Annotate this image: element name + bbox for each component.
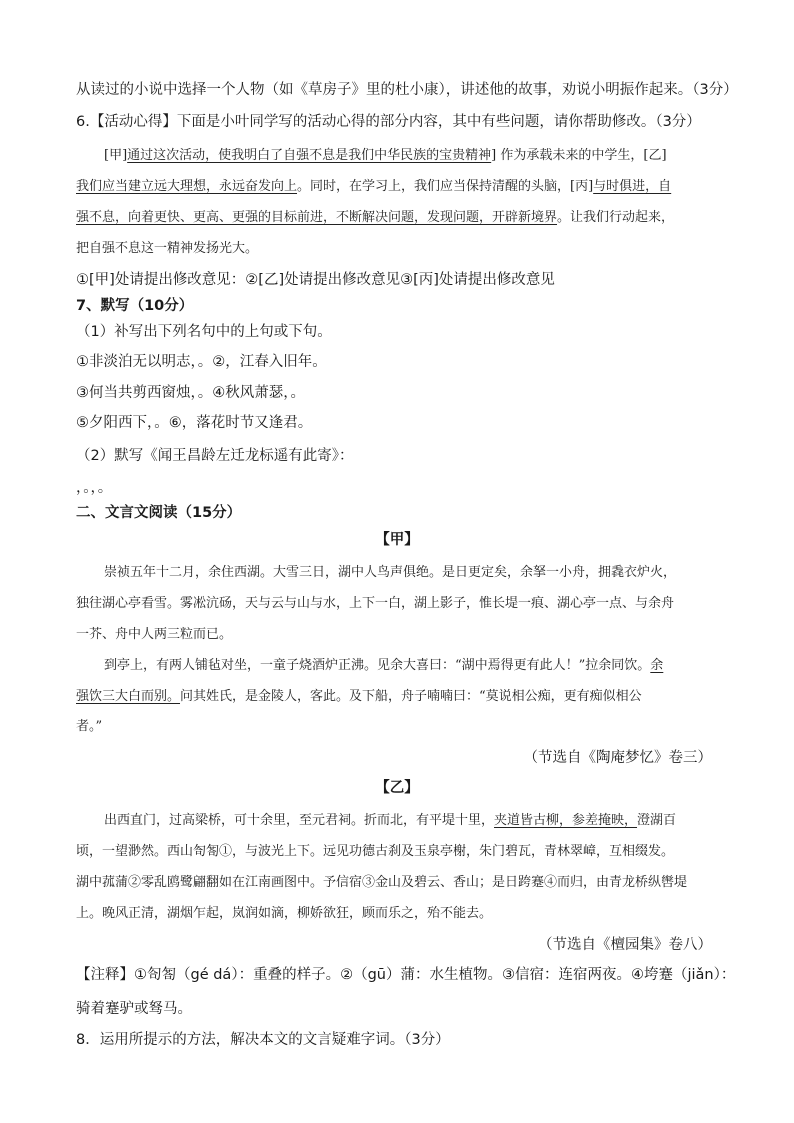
- yi-line-1-text: 出西直门，过高梁桥，可十余里，至元君祠。折而北，有平堤十里，: [104, 813, 495, 828]
- q6-instructions: ①[甲]处请提出修改意见：②[乙]处请提出修改意见③[丙]处请提出修改意见: [76, 272, 555, 288]
- q6-jia-sentence: 通过这次活动，使我明白了自强不息是我们中华民族的宝贵精神: [127, 148, 492, 163]
- jia-underlined-start: 余: [650, 658, 664, 673]
- q6-passage-line-1: [104, 146, 667, 166]
- intro-line: 从读过的小说中选择一个人物（如《草房子》里的杜小康），讲述他的故事，劝说小明振作起来。（3分）: [76, 82, 738, 98]
- q6-passage-line-3: [76, 208, 674, 228]
- q7-sub1: （1）补写出下列名句中的上句或下句。: [76, 324, 332, 340]
- yi-line-2: 顷，一望渺然。西山匌匒①，与波光上下。远见功德古刹及玉泉亭榭，朱门碧瓦，青林翠嶂，互相缀发。: [76, 844, 675, 859]
- q6-bing-sentence: 强不息，向着更快、更高、更强的目标前进，不断解决问题，发现问题，开辟新境界: [76, 210, 558, 225]
- jia-underlined-sentence: 强饮三大白而别。: [76, 689, 181, 704]
- q6-bing-sentence-start: 与时俱进，自: [593, 179, 672, 194]
- notes-line-2: 骑着蹇驴或驽马。: [76, 1001, 192, 1017]
- jia-line-2: 独往湖心亭看雪。雾凇沆砀，天与云与山与水，上下一白，湖上影子，惟长堤一痕、湖心亭一点、与余舟: [76, 596, 675, 611]
- q6-line1-end: ] 作为承载未来的中学生，[乙]: [491, 148, 667, 163]
- jia-line-4-text: 到亭上，有两人铺毡对坐，一童子烧酒炉正沸。见余大喜曰：“湖中焉得更有此人！”拉余同饮。: [104, 658, 651, 673]
- jia-line-6: 者。”: [76, 719, 103, 734]
- q7-title: 7、默写（10分）: [76, 298, 194, 314]
- q7-line-3: ⑤夕阳西下，。⑥，落花时节又逢君。: [76, 415, 313, 431]
- jia-line-4: [104, 656, 663, 676]
- q7-line-1: ①非淡泊无以明志，。②，江春入旧年。: [76, 354, 327, 370]
- notes-line-1: 【注释】①匌匒（gé dá）：重叠的样子。②（gū）蒲：水生植物。③信宿：连宿两夜。④垮蹇（jiǎn）：: [76, 967, 736, 983]
- q6-passage-line-4: 把自强不息这一精神发扬光大。: [76, 241, 259, 256]
- q6-tag-jia: [甲]: [104, 148, 128, 163]
- yi-underlined-phrase: 夹道皆古柳，参差掩映，: [494, 813, 638, 828]
- q6-line3-end: 。让我们行动起来，: [557, 210, 675, 225]
- jia-line-1: 崇祯五年十二月，余住西湖。大雪三日，湖中人鸟声俱绝。是日更定矣，余拏一小舟，拥毳衣炉火，: [104, 565, 677, 580]
- jia-line-5-text: 问其姓氏，是金陵人，客此。及下船，舟子喃喃曰：“莫说相公痴，更有痴似相公: [180, 689, 642, 704]
- passage-yi-title: 【乙】: [375, 780, 419, 796]
- q6-yi-sentence: 我们应当建立远大理想，永远奋发向上: [76, 179, 298, 194]
- q6-title: 6.【活动心得】下面是小叶同学写的活动心得的部分内容，其中有些问题，请你帮助修改。（3分）: [76, 114, 701, 130]
- yi-line-1: [104, 811, 676, 831]
- yi-line-4: 上。晚风正清，湖烟乍起，岚润如滴，柳娇欲狂，顾而乐之，殆不能去。: [76, 906, 493, 921]
- q7-blank: ，。，。: [76, 480, 113, 496]
- jia-line-5: [76, 687, 642, 707]
- jia-source: （节选自《陶庵梦忆》卷三）: [523, 750, 712, 766]
- q7-sub2: （2）默写《闻王昌龄左迁龙标遥有此寄》：: [76, 448, 354, 464]
- q6-line2-mid: 。同时，在学习上，我们应当保持清醒的头脑，[丙]: [297, 179, 594, 194]
- q8-title: 8．运用所提示的方法，解决本文的文言疑难字词。（3分）: [76, 1032, 450, 1048]
- passage-jia-title: 【甲】: [375, 532, 419, 548]
- section2-title: 二、文言文阅读（15分）: [76, 505, 242, 521]
- jia-line-3: 一芥、舟中人两三粒而已。: [76, 627, 233, 642]
- q6-passage-line-2: [76, 177, 671, 197]
- q7-line-2: ③何当共剪西窗烛，。④秋风萧瑟，。: [76, 385, 305, 401]
- yi-line-1-end: 澄湖百: [637, 813, 677, 828]
- yi-source: （节选自《檀园集》卷八）: [538, 937, 712, 953]
- yi-line-3: 湖中菰蒲②零乱鸥鹭翩翻如在江南画图中。予信宿③金山及碧云、香山；是日跨蹇④而归，由青龙桥纵辔堤: [76, 875, 688, 890]
